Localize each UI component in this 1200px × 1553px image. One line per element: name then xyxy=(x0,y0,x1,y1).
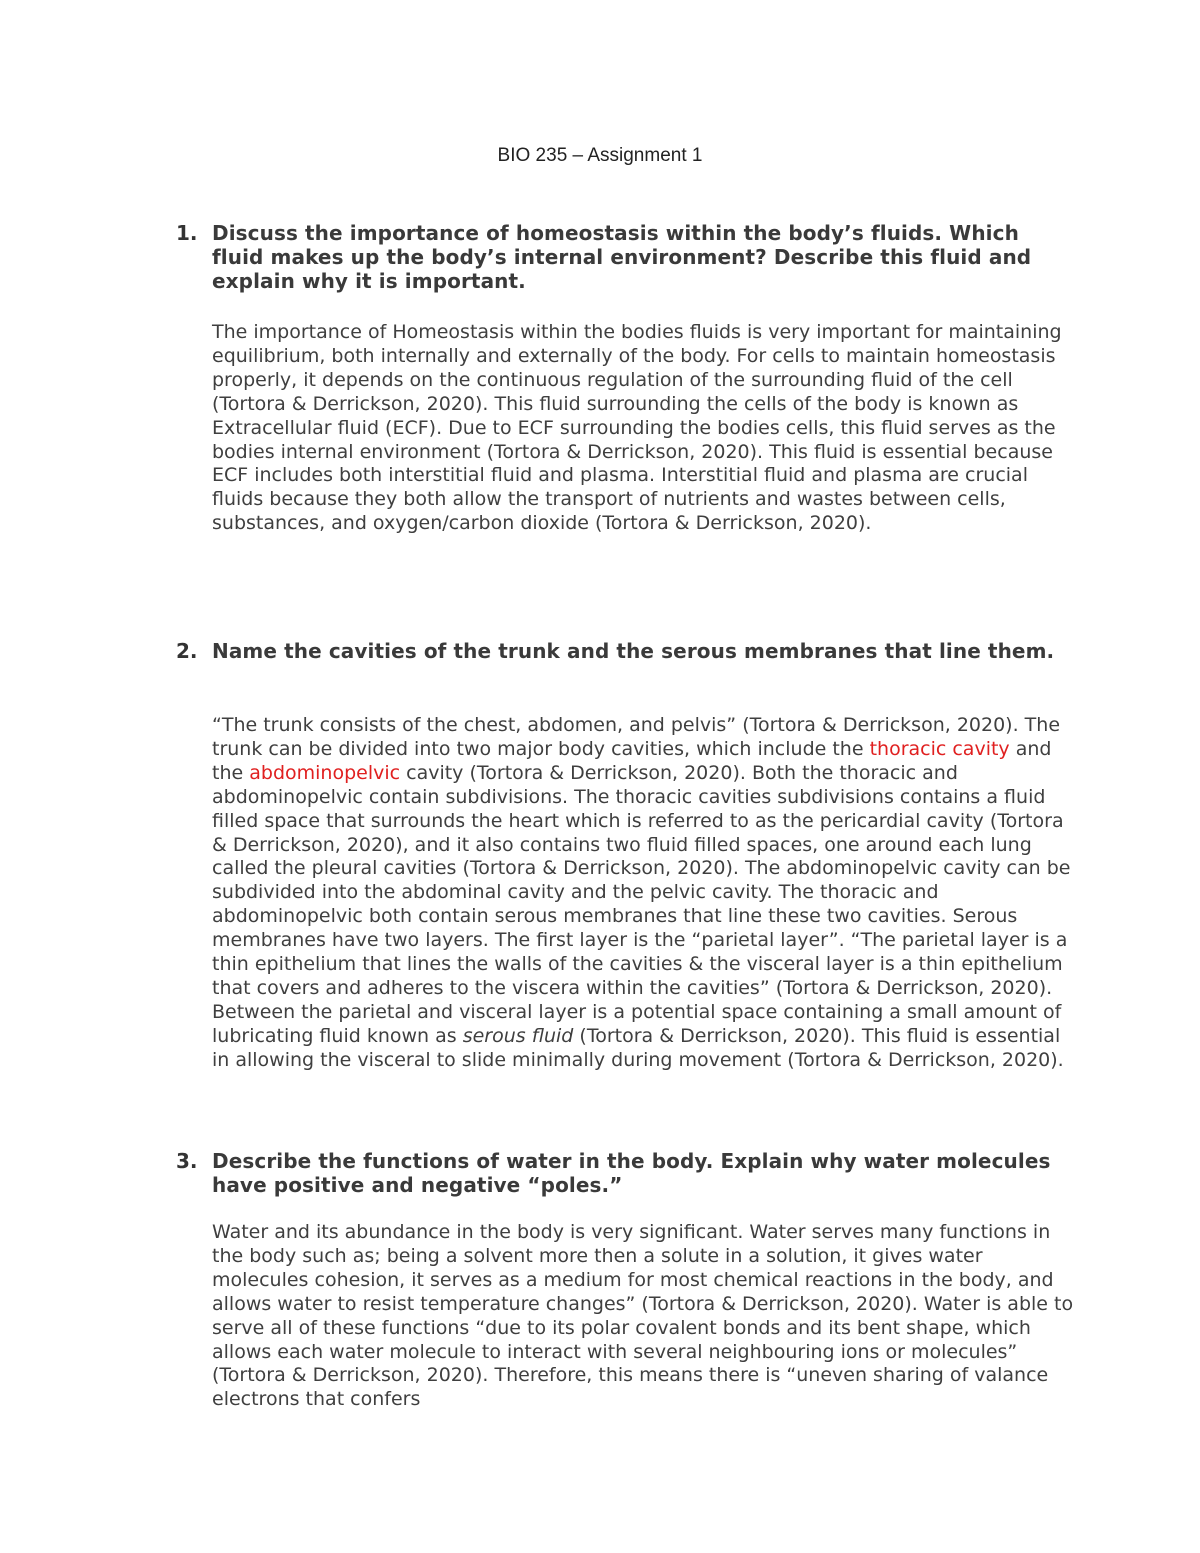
question-number: 2. xyxy=(176,639,198,663)
answer-text: cavity (Tortora & Derrickson, 2020). Both the thoracic and abdominopelvic contain subdivisions. The thoracic cavities subdivisions contains a fluid filled space that surrounds the heart which is referred to as the pericardial cavity (Tortora & Derrickson, 2020), and it also contains two fluid filled spaces, one around each lung called the pleural cavities (Tortora & Derrickson, 2020). The abdominopelvic cavity can be subdivided into the abdominal cavity and the pelvic cavity. The thoracic and abdominopelvic both contain serous membranes that line these two cavities. Serous membranes have two layers. The first layer is the “parietal layer”. “The parietal layer is a thin epithelium that lines the walls of the cavities & the visceral layer is a thin epithelium that covers and adheres to the viscera within the cavities” (Tortora & Derrickson, 2020). Between the parietal and visceral layer is a potential space containing a small amount of lubricating fluid known as xyxy=(212,761,1071,1047)
question-number: 3. xyxy=(176,1149,198,1173)
question-prompt: Discuss the importance of homeostasis within the body’s fluids. Which fluid makes up the body’s internal environment? Describe this fluid and explain why it is important. xyxy=(212,221,1032,293)
question-prompt: Describe the functions of water in the body. Explain why water molecules have positive and negative “poles.” xyxy=(212,1149,1051,1197)
highlighted-term-abdominopelvic: abdominopelvic xyxy=(249,761,401,784)
answer-text: (Tortora & Derrickson, 2020). This fluid is essential in allowing the visceral to slide minimally during movement (Tortora & Derrickson, 2020). xyxy=(212,1024,1064,1071)
answer-text: and the xyxy=(212,737,1052,784)
answer-paragraph: Water and its abundance in the body is very significant. Water serves many functions in the body such as; being a solvent more then a solute in a solution, it gives water molecules cohesion, it serves as a medium for most chemical reactions in the body, and allows water to resist temperature changes” (Tortora & Derrickson, 2020). Water is able to serve all of these functions “due to its polar covalent bonds and its bent shape, which allows each water molecule to interact with several neighbouring ions or molecules” (Tortora & Derrickson, 2020). Therefore, this means there is “uneven sharing of valance electrons that confers xyxy=(212,1221,1074,1411)
italic-term-serous-fluid: serous fluid xyxy=(462,1024,574,1047)
answer-paragraph xyxy=(212,714,1076,1073)
question-number: 1. xyxy=(176,221,198,245)
question-prompt: Name the cavities of the trunk and the serous membranes that line them. xyxy=(212,639,1055,663)
answer-text: “The trunk consists of the chest, abdomen, and pelvis” (Tortora & Derrickson, 2020). The trunk can be divided into two major body cavities, which include the xyxy=(212,714,1061,760)
answer-paragraph: The importance of Homeostasis within the bodies fluids is very important for maintaining equilibrium, both internally and externally of the body. For cells to maintain homeostasis properly, it depends on the continuous regulation of the surrounding fluid of the cell (Tortora & Derrickson, 2020). This fluid surrounding the cells of the body is known as Extracellular fluid (ECF). Due to ECF surrounding the bodies cells, this fluid serves as the bodies internal environment (Tortora & Derrickson, 2020). This fluid is essential because ECF includes both interstitial fluid and plasma. Interstitial fluid and plasma are crucial fluids because they both allow the transport of nutrients and wastes between cells, substances, and oxygen/carbon dioxide (Tortora & Derrickson, 2020). xyxy=(212,321,1062,535)
highlighted-term-thoracic: thoracic cavity xyxy=(869,737,1010,760)
document-title: BIO 235 – Assignment 1 xyxy=(497,145,703,166)
